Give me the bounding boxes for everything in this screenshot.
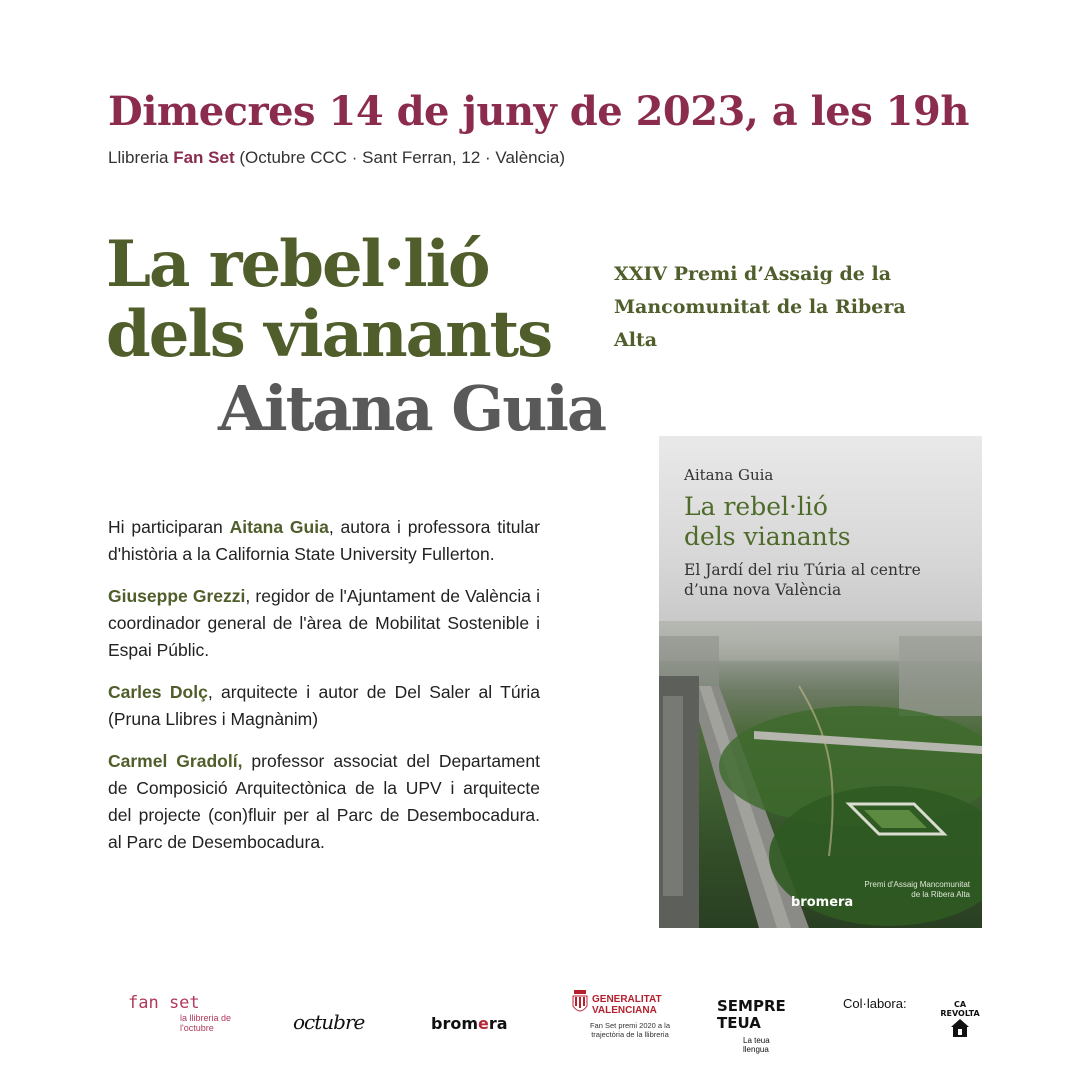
sempre-teua-line1: SEMPRE — [717, 997, 786, 1015]
fanset-logo — [128, 994, 248, 1038]
house-icon — [950, 1018, 970, 1038]
participant-name: Giuseppe Grezzi — [108, 586, 246, 606]
cover-publisher: bromera — [791, 895, 854, 910]
cover-title-line1: La rebel·lió — [684, 492, 828, 521]
sempre-teua-line2: TEUA — [717, 1014, 761, 1032]
collabora-label: Col·labora: — [843, 996, 907, 1011]
participant-paragraph — [108, 748, 540, 856]
participant-name: Carles Dolç — [108, 682, 208, 702]
ca-revolta-logo — [938, 1000, 982, 1043]
ca-revolta-line1: CA — [953, 1000, 967, 1009]
bromera-logo-b: ra — [488, 1014, 508, 1033]
generalitat-name-line2: VALENCIANA — [592, 1005, 657, 1016]
participant-paragraph — [108, 679, 540, 733]
book-title-line1: La rebel·lió — [106, 227, 489, 302]
cover-author: Aitana Guia — [684, 466, 774, 484]
fanset-logo-tagline: la llibreria de l'octubre — [180, 1013, 232, 1033]
generalitat-name — [592, 994, 662, 1016]
book-cover — [659, 436, 982, 928]
cover-subtitle-line2: d’una nova València — [684, 581, 842, 599]
participant-desc: , autora i professora titular d'història a la California State University Fullerton. — [108, 517, 540, 564]
sempre-teua-tagline: La teua llengua — [743, 1036, 770, 1054]
participant-paragraph — [108, 514, 540, 568]
venue-detail: (Octubre CCC · Sant Ferran, 12 · València) — [239, 148, 565, 167]
bromera-logo — [431, 1014, 508, 1033]
generalitat-award-note: Fan Set premi 2020 a la trajectòria de la llibreria — [589, 1021, 671, 1039]
participant-paragraph — [108, 583, 540, 664]
book-title — [106, 227, 552, 372]
cover-title — [684, 492, 851, 552]
participants-text — [108, 514, 540, 871]
participant-desc: , regidor de l'Ajuntament de València i coordinador general de l'àrea de Mobilitat Sostenible i Espai Públic. — [108, 586, 540, 660]
cover-subtitle-line1: El Jardí del riu Túria al centre — [684, 561, 921, 579]
venue-line — [108, 148, 565, 168]
generalitat-name-line1: GENERALITAT — [592, 994, 662, 1005]
cover-title-line2: dels vianants — [684, 522, 851, 551]
cover-subtitle — [684, 560, 974, 600]
fanset-logo-text: fan set — [128, 993, 200, 1013]
octubre-logo: octubre — [293, 1010, 365, 1034]
generalitat-logo — [572, 990, 682, 1050]
venue-prefix: Llibreria — [108, 148, 169, 167]
participant-desc: professor associat del Departament de Composició Arquitectònica de la UPV i arquitecte del projecte (con)fluir per al Parc de Desembocadura. al Parc de Desembocadura. — [108, 751, 540, 852]
participant-name: Aitana Guia — [229, 517, 329, 537]
participant-name: Carmel Gradolí, — [108, 751, 243, 771]
participant-prefix: Hi participaran — [108, 517, 230, 537]
book-author: Aitana Guia — [218, 372, 606, 445]
sempre-teua-logo — [717, 998, 797, 1054]
prize-text: XXIV Premi d’Assaig de la Mancomunitat de la Ribera Alta — [614, 263, 906, 351]
ca-revolta-line2: REVOLTA — [940, 1009, 980, 1018]
event-date: Dimecres 14 de juny de 2023, a les 19h — [108, 88, 969, 135]
book-title-line2: dels vianants — [106, 297, 552, 372]
generalitat-shield-icon — [572, 990, 588, 1016]
bromera-logo-a: brom — [431, 1014, 479, 1033]
participant-desc: , arquitecte i autor de Del Saler al Túria (Pruna Llibres i Magnànim) — [108, 682, 541, 729]
bromera-logo-e: e — [478, 1014, 489, 1033]
cover-prize-note: Premi d'Assaig Mancomunitat de la Ribera Alta — [864, 880, 970, 899]
venue-name: Fan Set — [173, 148, 235, 167]
